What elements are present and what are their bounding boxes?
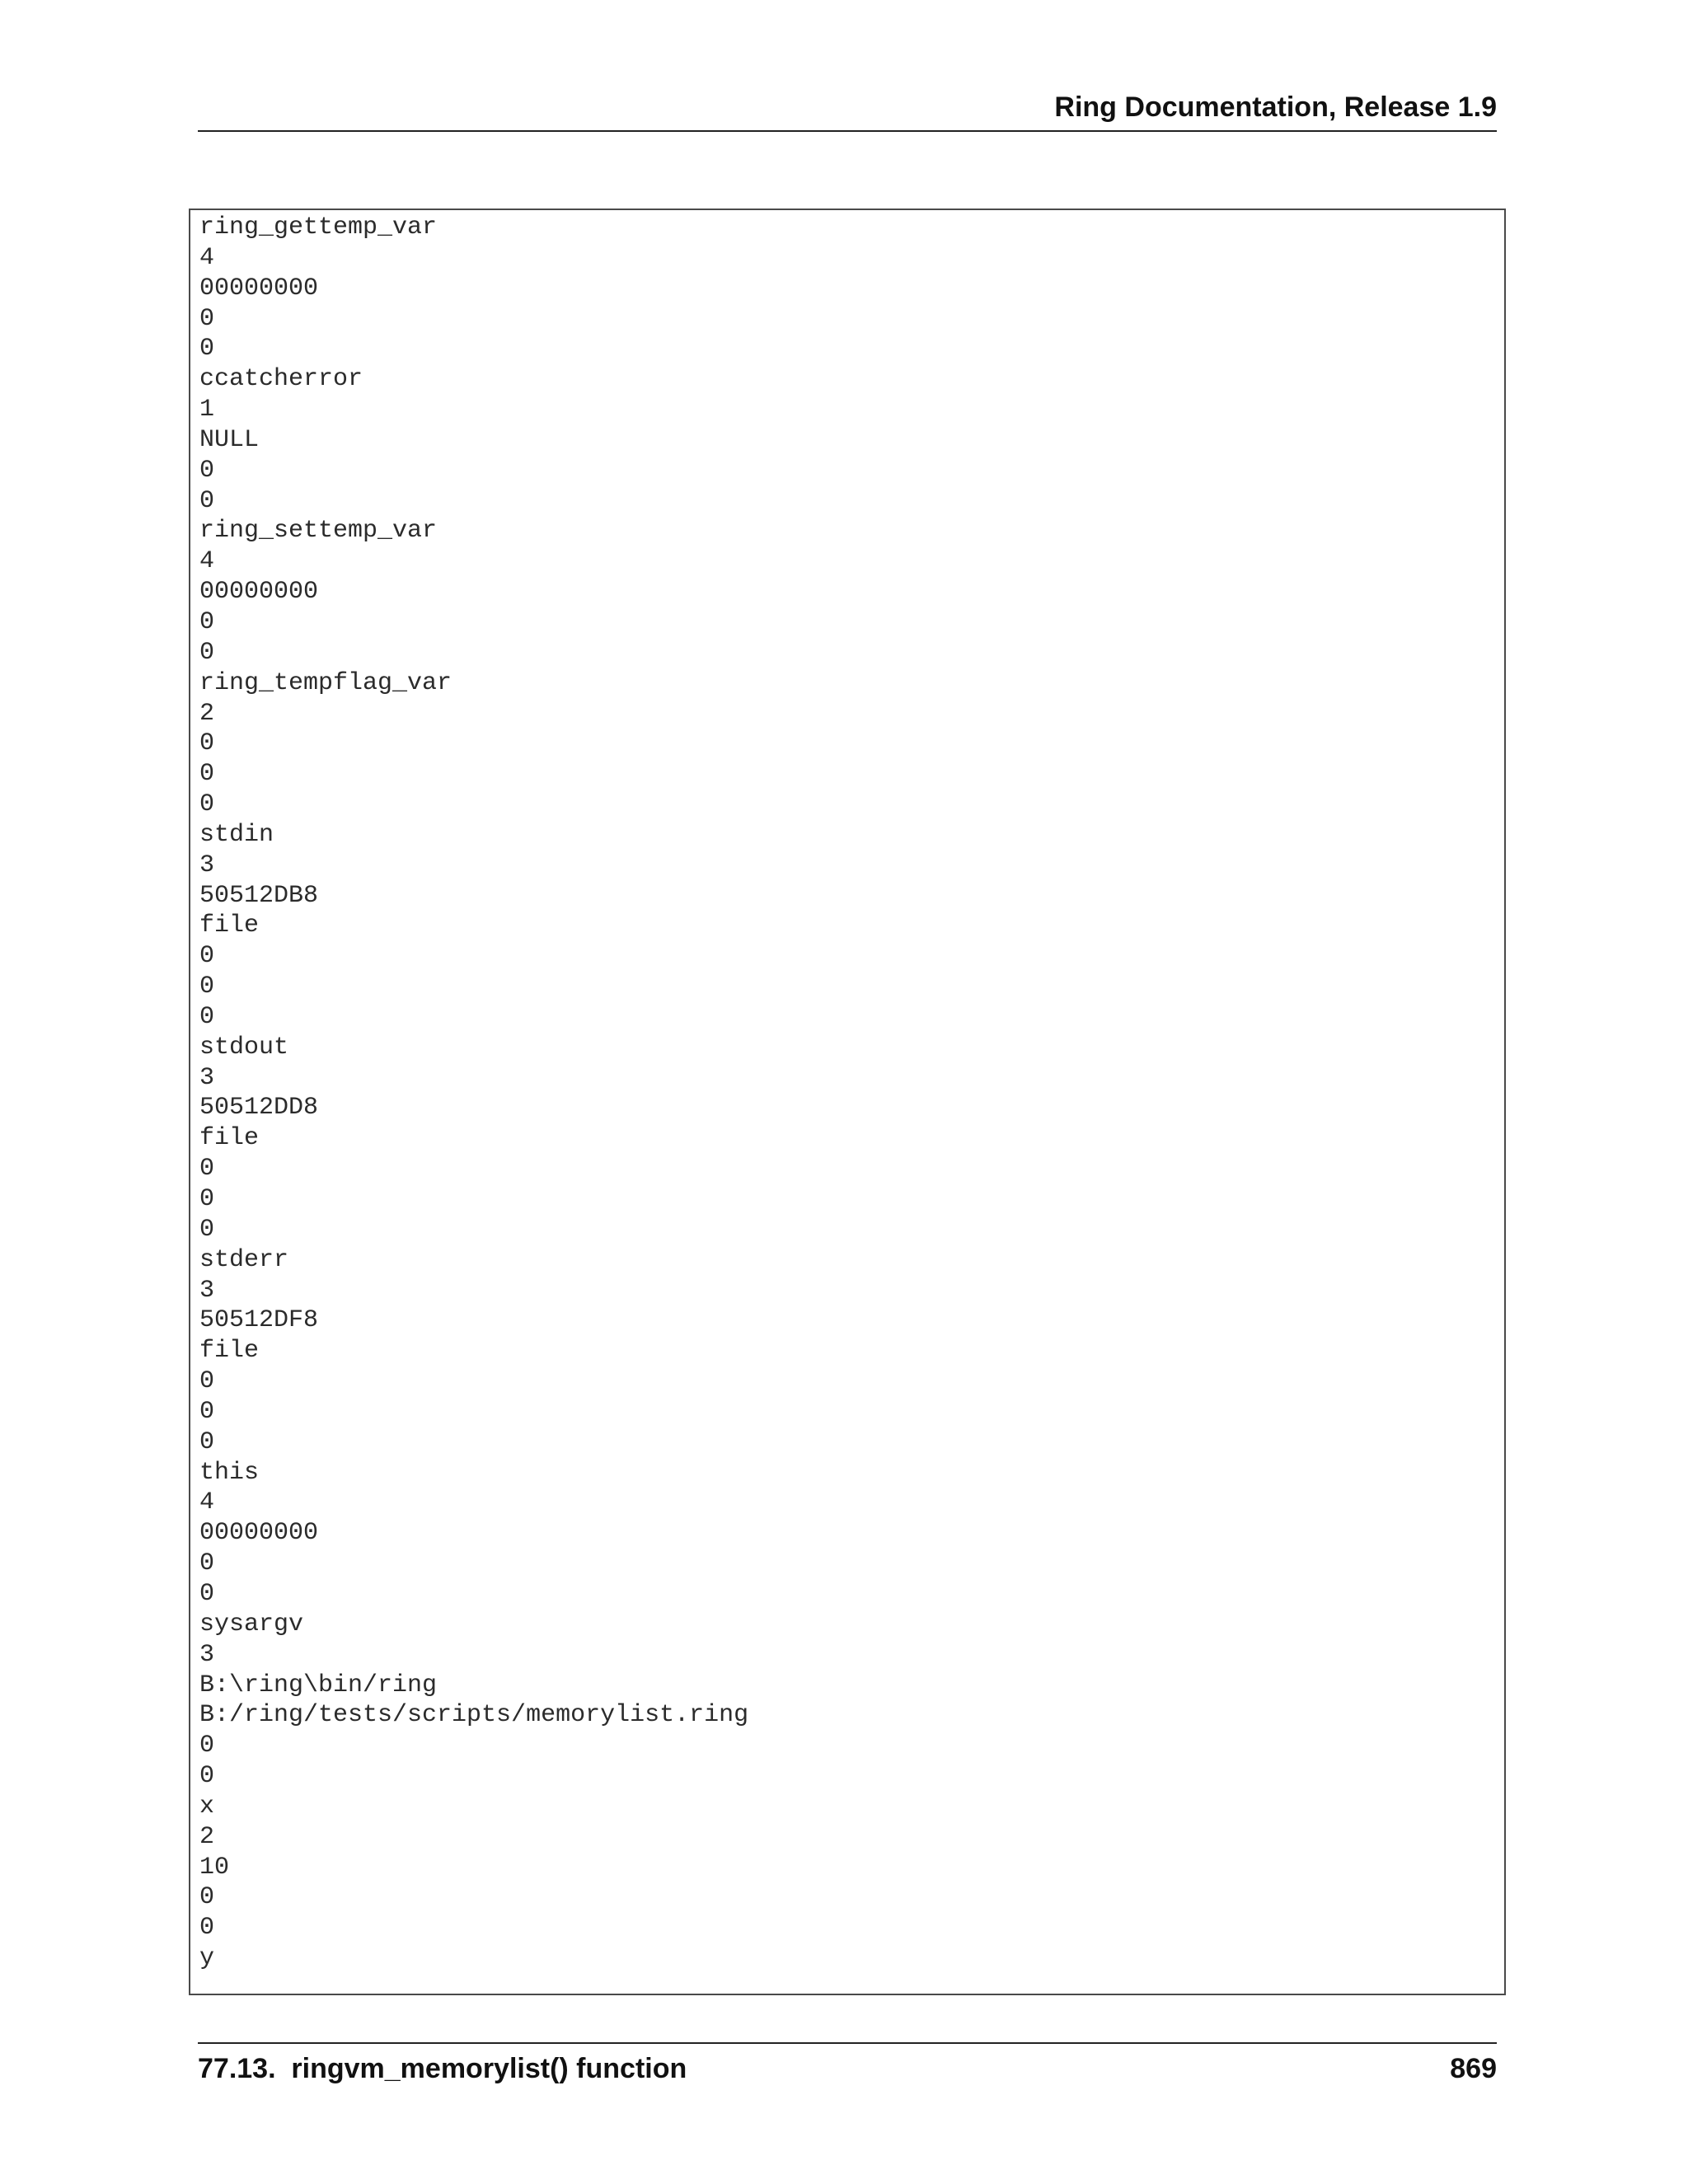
- code-line: 0: [199, 1732, 215, 1760]
- code-line: 0: [199, 335, 215, 363]
- code-line: sysargv: [199, 1610, 304, 1638]
- page-header: [198, 89, 1497, 132]
- code-line: 0: [199, 456, 215, 485]
- code-line: 1: [199, 396, 215, 424]
- page-footer: [198, 2042, 1497, 2092]
- code-line: 3: [199, 851, 215, 879]
- code-line: 0: [199, 486, 215, 515]
- code-line: 00000000: [199, 274, 319, 302]
- code-line: 3: [199, 1276, 215, 1305]
- code-line: 0: [199, 1367, 215, 1396]
- code-line: file: [199, 1124, 260, 1153]
- code-line: stderr: [199, 1245, 289, 1274]
- code-line: 0: [199, 1549, 215, 1578]
- code-block: [189, 209, 1506, 1995]
- code-line: y: [199, 1944, 215, 1973]
- section-title: 77.13. ringvm_memorylist() function: [198, 2053, 687, 2084]
- code-line: 0: [199, 1155, 215, 1183]
- page-number: 869: [1450, 2053, 1497, 2084]
- code-line: stdout: [199, 1033, 289, 1062]
- code-line: file: [199, 912, 260, 940]
- code-line: 10: [199, 1853, 230, 1882]
- code-line: 50512DD8: [199, 1094, 319, 1122]
- code-line: 0: [199, 972, 215, 1001]
- code-line: B:\ring\bin/ring: [199, 1671, 438, 1699]
- code-line: 0: [199, 1427, 215, 1456]
- code-line: 4: [199, 547, 215, 576]
- code-line: 0: [199, 1579, 215, 1608]
- code-line: 2: [199, 699, 215, 728]
- code-line: 0: [199, 1215, 215, 1244]
- code-line: x: [199, 1792, 215, 1821]
- code-line: 50512DF8: [199, 1306, 319, 1335]
- code-line: 4: [199, 243, 215, 272]
- code-line: 0: [199, 638, 215, 667]
- document-title: Ring Documentation, Release 1.9: [1054, 91, 1497, 123]
- code-line: 0: [199, 790, 215, 819]
- code-line: B:/ring/tests/scripts/memorylist.ring: [199, 1701, 749, 1730]
- code-line: file: [199, 1337, 260, 1366]
- code-line: NULL: [199, 425, 260, 454]
- code-line: 0: [199, 729, 215, 758]
- code-line: 4: [199, 1488, 215, 1517]
- code-line: 0: [199, 607, 215, 636]
- code-line: 2: [199, 1822, 215, 1851]
- code-line: ccatcherror: [199, 365, 363, 394]
- code-line: stdin: [199, 820, 274, 849]
- code-line: 3: [199, 1640, 215, 1669]
- code-line: 50512DB8: [199, 881, 319, 910]
- code-line: 0: [199, 1762, 215, 1791]
- code-line: 0: [199, 1002, 215, 1031]
- code-line: 00000000: [199, 578, 319, 607]
- code-line: 3: [199, 1063, 215, 1092]
- code-lines: [199, 213, 748, 1974]
- code-line: ring_gettemp_var: [199, 213, 438, 241]
- code-line: this: [199, 1458, 260, 1487]
- code-line: 0: [199, 1185, 215, 1213]
- code-line: 0: [199, 1914, 215, 1943]
- code-line: 0: [199, 1883, 215, 1912]
- code-line: 0: [199, 1397, 215, 1426]
- code-line: ring_settemp_var: [199, 517, 438, 546]
- code-line: 0: [199, 304, 215, 333]
- code-line: ring_tempflag_var: [199, 668, 452, 697]
- code-line: 00000000: [199, 1519, 319, 1548]
- code-line: 0: [199, 942, 215, 971]
- code-line: 0: [199, 760, 215, 789]
